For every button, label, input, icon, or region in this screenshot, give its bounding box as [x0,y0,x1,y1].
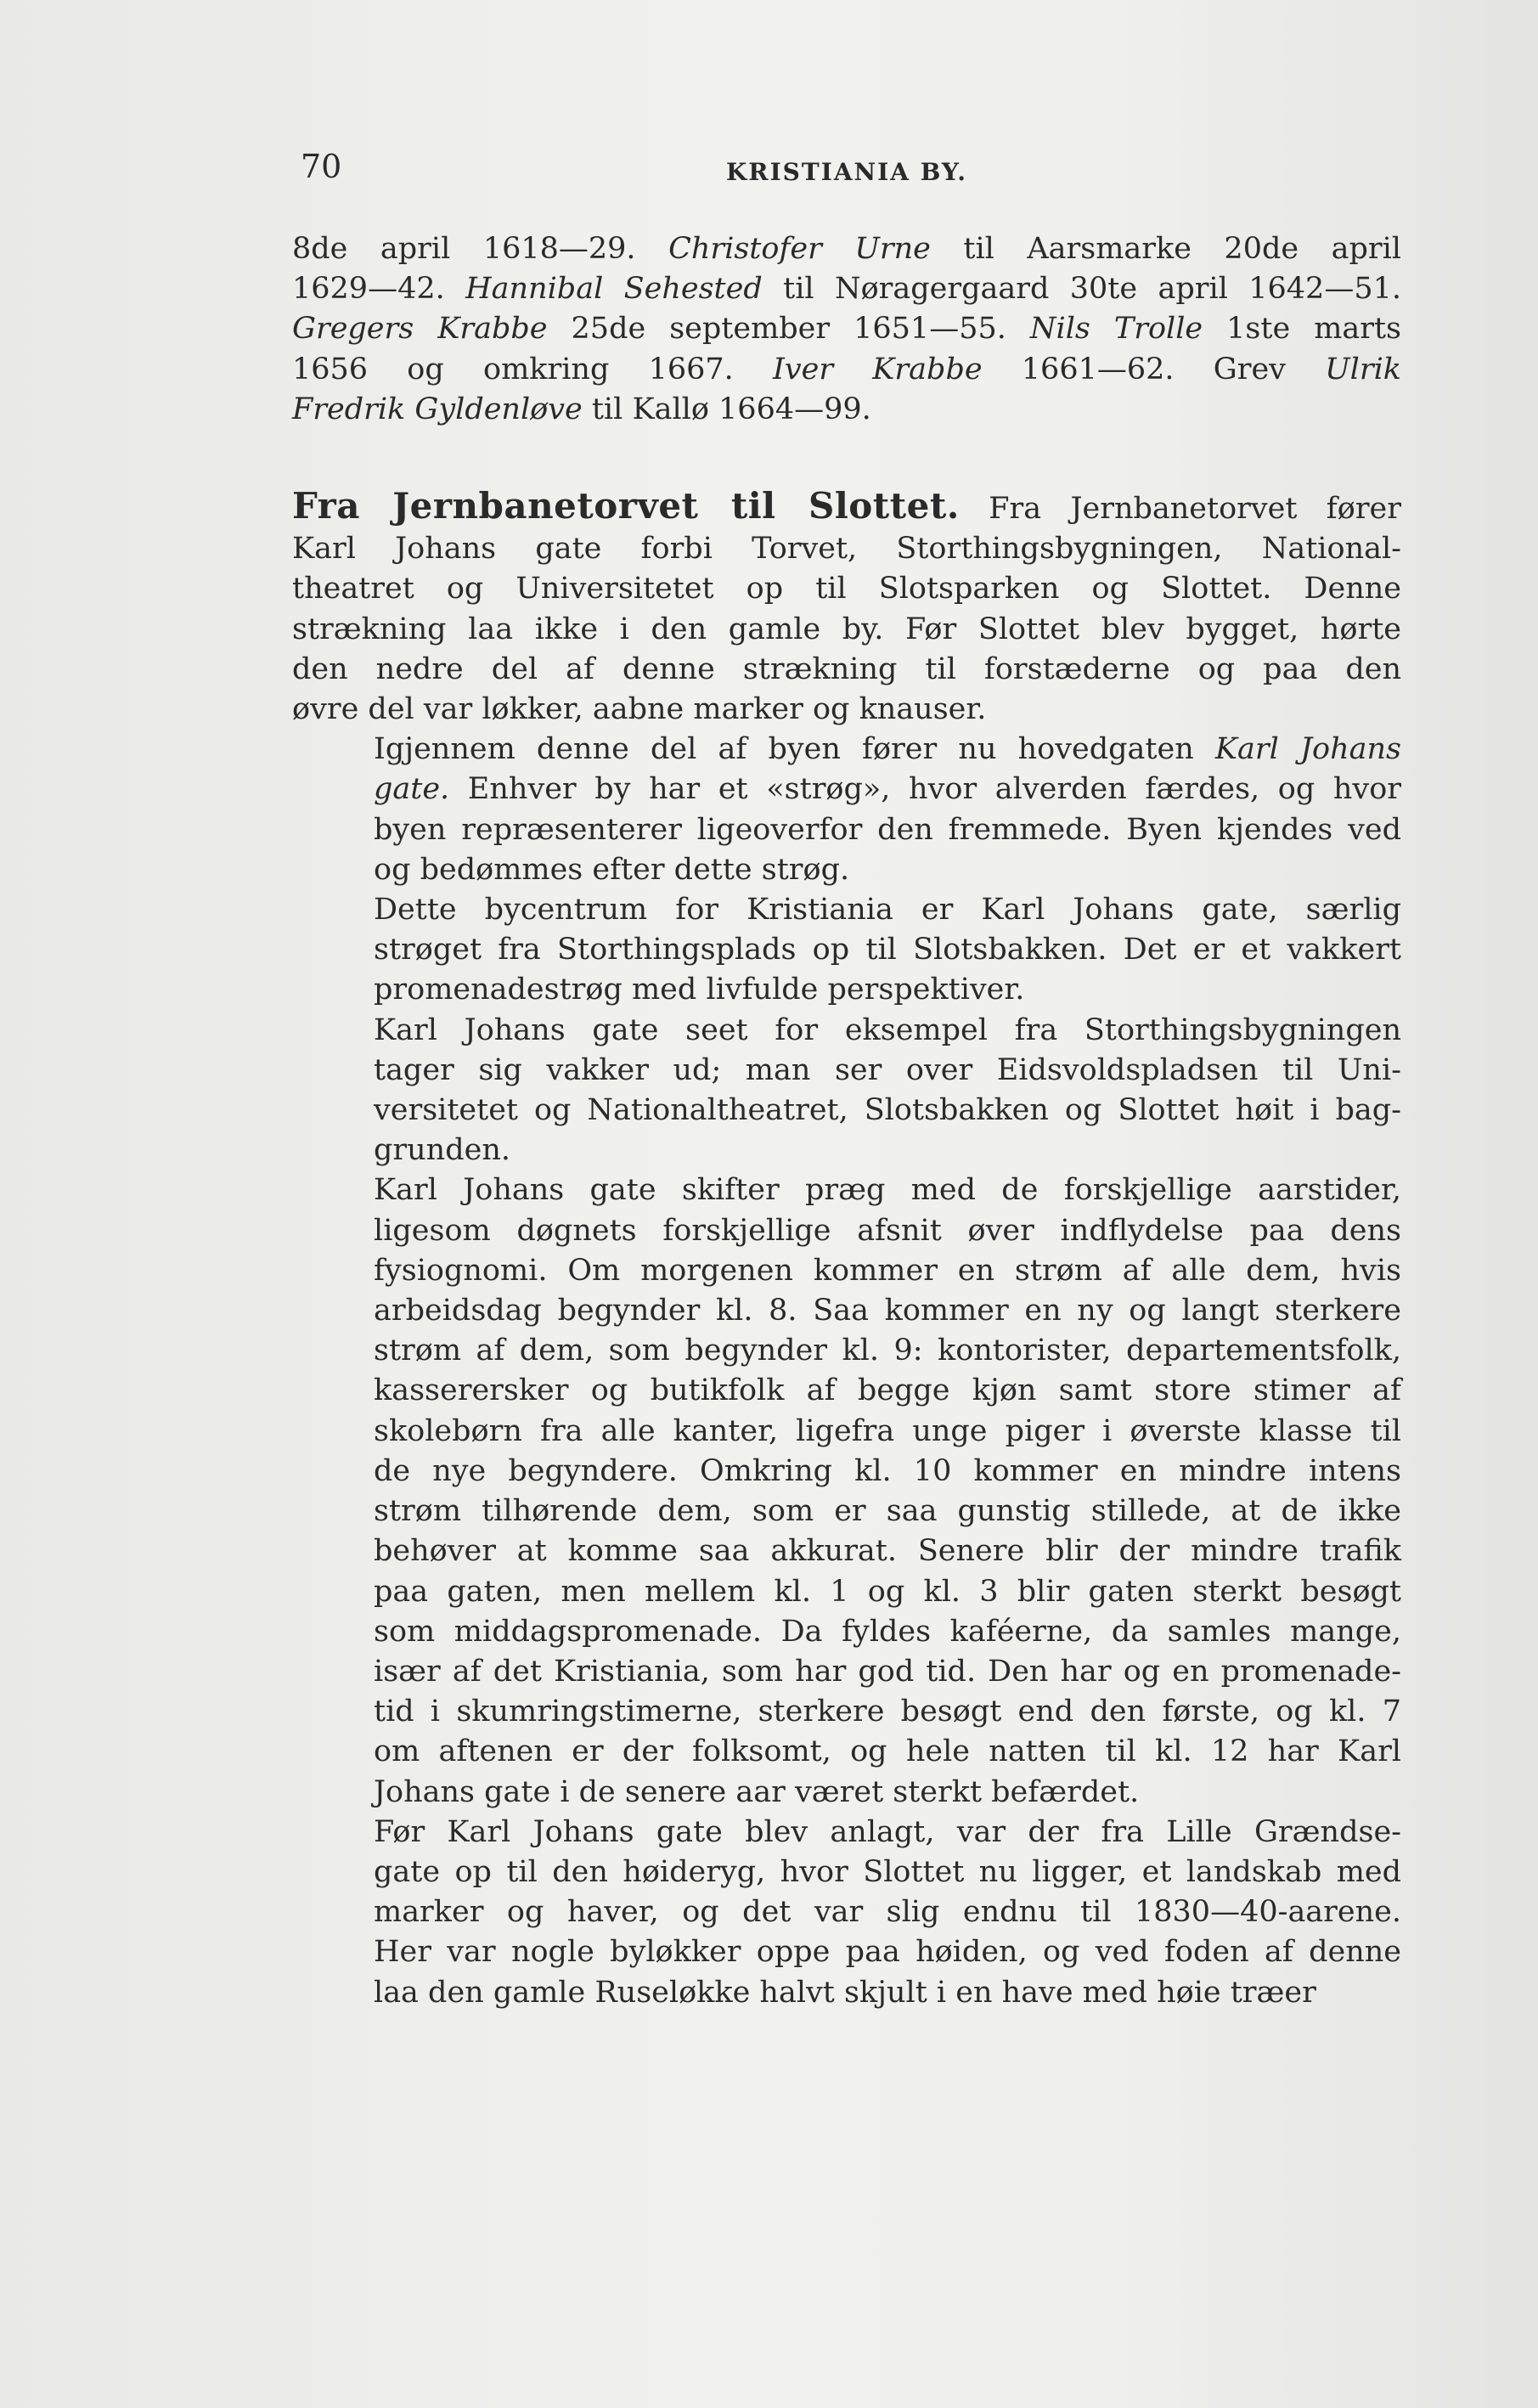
text-run: Enhver by har et «strøg», hvor alverden færdes, og hvor [449,772,1401,807]
italic-name: Fredrik Gyldenløve [292,392,583,426]
section-heading-line [292,486,1401,529]
italic-name: Gregers Krabbe [292,312,548,347]
text-line: grunden. [374,1133,511,1168]
text-line: de nye begyndere. Omkring kl. 10 kommer en mindre intens [374,1453,1401,1488]
text-run: 25de september 1651—55. [547,312,1030,347]
text-line: øvre del var løkker, aabne marker og knauser. [292,692,987,727]
page-number: 70 [301,148,342,185]
text-line: arbeidsdag begynder kl. 8. Saa kommer en ny og langt sterkere [374,1294,1401,1328]
text-line: strækning laa ikke i den gamle by. Før Slottet blev bygget, hørte [292,612,1401,646]
text-run: 1ste marts [1203,312,1402,347]
text-line: Dette bycentrum for Kristiania er Karl Johans gate, særlig [374,893,1401,928]
section-heading: Fra Jernbanetorvet til Slottet. [292,485,960,527]
italic-name: Hannibal Sehested [465,272,763,307]
text-line: laa den gamle Ruseløkke halvt skjult i en have med høie træer [374,1975,1316,2010]
page-body [292,229,1401,2013]
paragraph [292,730,1401,890]
text-run: til Aarsmarke 20de april [930,232,1402,266]
paragraph [292,1813,1401,2013]
text-line: om aftenen er der folksomt, og hele natten til kl. 12 har Karl [374,1734,1401,1769]
text-line [292,850,1401,890]
text-line [292,229,1401,269]
section-first-paragraph [292,486,1401,730]
text-run: og bedømmes efter dette strøg. [374,852,850,887]
text-line: theatret og Universitetet op til Slotsparken og Slottet. Denne [292,572,1401,606]
text-line: versitetet og Nationaltheatret, Slotsbakken og Slottet høit i bag- [374,1093,1401,1128]
text-line: paa gaten, men mellem kl. 1 og kl. 3 blir gaten sterkt besøgt [374,1574,1401,1609]
text-line [292,269,1401,309]
text-run: Igjennem denne del af byen fører nu hovedgaten [374,732,1215,767]
text-line: tager sig vakker ud; man ser over Eidsvoldspladsen til Uni- [374,1052,1401,1087]
text-line: fysiognomi. Om morgenen kommer en strøm af alle dem, hvis [374,1253,1401,1288]
text-run: 8de april 1618—29. [292,232,669,266]
text-line: Karl Johans gate forbi Torvet, Storthingsbygningen, National- [292,532,1401,567]
text-run: byen repræsenterer ligeoverfor den fremmede. Byen kjendes ved [374,812,1401,847]
text-run: 1661—62. Grev [982,352,1326,386]
italic-name: Ulrik [1325,352,1401,386]
text-line: Her var nogle byløkker oppe paa høiden, og ved foden af denne [374,1935,1401,1970]
text-line [292,730,1401,770]
text-line: Før Karl Johans gate blev anlagt, var der fra Lille Grændse- [374,1814,1401,1849]
paragraph [292,1170,1401,1812]
text-line: strøget fra Storthingsplads op til Slotsbakken. Det er et vakkert [374,933,1401,967]
text-line: marker og haver, og det var slig endnu til 1830—40-aarene. [374,1895,1401,1930]
text-line: Karl Johans gate skifter præg med de forskjellige aarstider, [374,1173,1401,1208]
text-line: behøver at komme saa akkurat. Senere blir der mindre trafik [374,1534,1401,1569]
text-line: strøm af dem, som begynder kl. 9: kontorister, departementsfolk, [374,1334,1401,1368]
text-line: kasserersker og butikfolk af begge kjøn samt store stimer af [374,1373,1401,1408]
italic-name: Iver Krabbe [773,352,983,386]
text-line: gate op til den høideryg, hvor Slottet nu ligger, et landskab med [374,1854,1401,1889]
text-line: Karl Johans gate seet for eksempel fra Storthingsbygningen [374,1012,1401,1047]
text-line: ligesom døgnets forskjellige afsnit øver indflydelse paa dens [374,1213,1401,1248]
paragraph [292,890,1401,1011]
text-run: 1629—42. [292,272,466,307]
text-run: til Nøragergaard 30te april 1642—51. [762,272,1401,307]
text-run: 1656 og omkring 1667. [292,352,774,386]
text-line [292,810,1401,850]
text-line [292,390,1401,430]
text-line: som middagspromenade. Da fyldes kaféerne, da samles mange, [374,1614,1401,1649]
text-line: strøm tilhørende dem, som er saa gunstig stillede, at de ikke [374,1494,1401,1529]
text-line: skolebørn fra alle kanter, ligefra unge piger i øverste klasse til [374,1413,1401,1448]
text-line: promenadestrøg med livfulde perspektiver. [374,973,1025,1007]
page-header [292,144,1401,195]
text-line: især af det Kristiania, som har god tid. Den har og en promenade- [374,1654,1401,1689]
intro-paragraph [292,229,1401,430]
text-line [292,770,1401,809]
paragraph [292,1011,1401,1171]
heading-line-rest: Fra Jernbanetorvet fører [959,492,1401,527]
italic-name: Karl Johans [1214,732,1401,767]
text-line [292,350,1401,390]
text-line: den nedre del af denne strækning til forstæderne og paa den [292,651,1401,686]
running-title: KRISTIANIA BY. [725,158,968,186]
text-line [292,309,1401,349]
text-run: til Kallø 1664—99. [582,392,871,426]
italic-name: Nils Trolle [1029,312,1203,347]
italic-name: Christofer Urne [668,232,931,266]
italic-name: gate. [374,772,450,807]
text-line: Johans gate i de senere aar været sterkt befærdet. [374,1774,1140,1809]
text-line: tid i skumringstimerne, sterkere besøgt end den første, og kl. 7 [374,1695,1401,1729]
